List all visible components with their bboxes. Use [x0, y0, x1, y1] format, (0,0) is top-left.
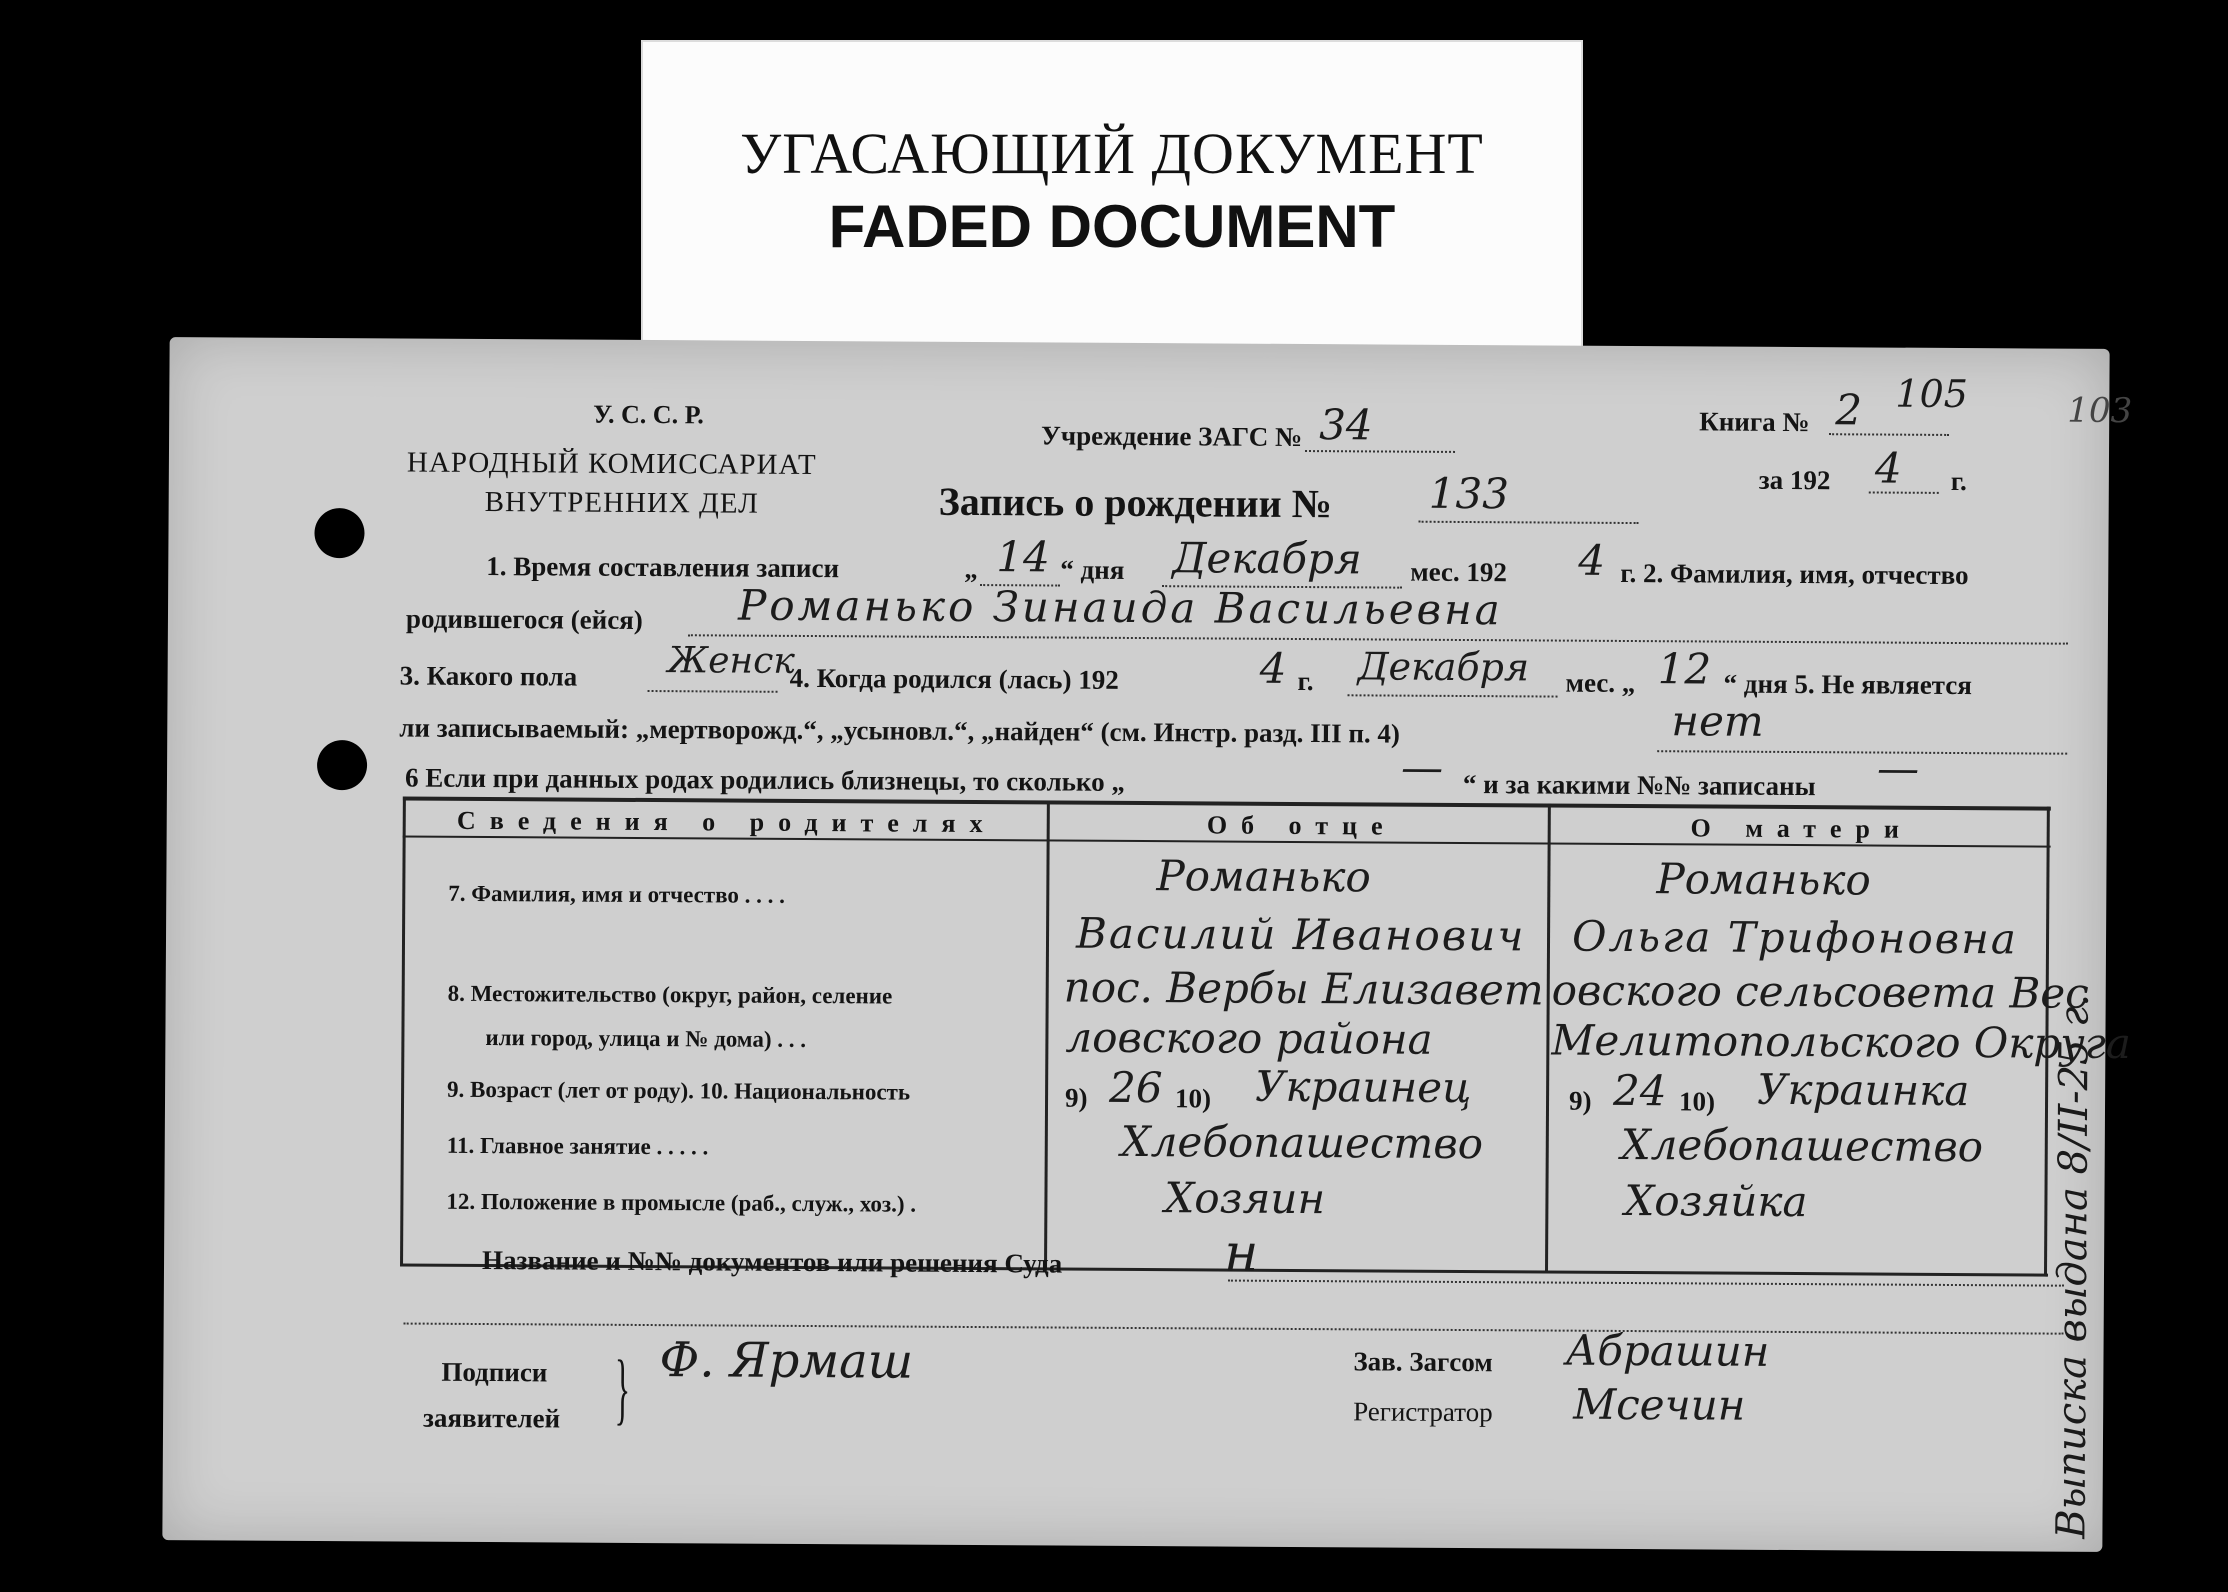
- field-2-label: родившегося (ейся): [405, 603, 643, 635]
- field-1-label: 1. Время составления записи: [486, 551, 840, 584]
- field-3-line: [648, 690, 778, 693]
- year-label: за 192: [1758, 464, 1831, 496]
- year-suffix: г.: [1950, 465, 1967, 497]
- head-signature: Абрашин: [1565, 1325, 1770, 1376]
- row-label-residence-2: или город, улица и № дома) . . .: [485, 1025, 807, 1052]
- field-5-label: ли записываемый: „мертворожд.“, „усыновл.“, „найден“ (см. Инстр. разд. III п. 4): [399, 712, 1401, 749]
- zags-number-line: [1305, 450, 1455, 453]
- twins-numbers: —: [1876, 743, 1920, 793]
- birth-record-card: [162, 337, 2133, 1552]
- label-russian: УГАСАЮЩИЙ ДОКУМЕНТ: [740, 121, 1484, 186]
- signatures-brace: }: [614, 1344, 631, 1433]
- field-4-suffix: “ дня 5. Не является: [1723, 668, 1973, 701]
- row-label-name: 7. Фамилия, имя и отчество . . . .: [448, 880, 785, 908]
- table-left-rule: [400, 797, 406, 1267]
- documents-line-2: [404, 1323, 2064, 1335]
- book-label: Книга №: [1699, 406, 1810, 438]
- book-number-line: [1829, 433, 1949, 436]
- table-header-mother: О матери: [1690, 813, 1913, 844]
- row-label-age-nationality: 9. Возраст (лет от роду). 10. Национальность: [447, 1076, 911, 1105]
- record-number: 133: [1428, 468, 1510, 519]
- table-divider-right: [1545, 804, 1551, 1274]
- mother-nationality-label: 10): [1678, 1086, 1716, 1117]
- mother-occupation: Хлебопашество: [1620, 1119, 1984, 1172]
- signatures-label-1: Подписи: [441, 1356, 548, 1388]
- applicant-signature: Ф. Ярмаш: [659, 1332, 914, 1390]
- father-name: Василий Иванович: [1075, 908, 1526, 961]
- mother-name: Ольга Трифоновна: [1571, 911, 2019, 964]
- ministry-line-2: ВНУТРЕННИХ ДЕЛ: [484, 486, 759, 520]
- mother-surname: Романько: [1656, 854, 1871, 905]
- book-number: 2: [1835, 385, 1863, 435]
- father-surname: Романько: [1156, 851, 1371, 902]
- twins-count: —: [1400, 742, 1444, 792]
- state-heading: У. С. С. Р.: [593, 399, 704, 430]
- father-age: 26: [1108, 1062, 1163, 1113]
- field-4-g: г.: [1297, 665, 1314, 697]
- mother-nationality: Украинка: [1756, 1064, 1970, 1116]
- year-line: [1869, 491, 1939, 493]
- punch-hole-top: [314, 508, 364, 558]
- documents-label: Название и №№ документов или решения Суда: [481, 1245, 1063, 1279]
- mother-position: Хозяйка: [1624, 1175, 1808, 1227]
- birth-month: Декабря: [1357, 644, 1530, 690]
- field-4-mes: мес. „: [1565, 667, 1636, 699]
- registrar-signature: Мсечин: [1573, 1379, 1746, 1430]
- father-nationality: Украинец: [1254, 1061, 1472, 1113]
- table-header-father: Об отце: [1206, 810, 1397, 841]
- documents-value: н: [1223, 1223, 1259, 1284]
- field-1-day: 14: [996, 532, 1050, 582]
- field-5-line: [1657, 750, 2067, 755]
- field-2-line: [688, 634, 2068, 644]
- father-nationality-label: 10): [1174, 1083, 1212, 1114]
- mother-residence-1: овского сельсовета Вес: [1551, 965, 2089, 1018]
- father-position: Хозяин: [1164, 1173, 1326, 1224]
- father-residence-1: пос. Вербы Елизавет: [1063, 962, 1544, 1015]
- punch-hole-bottom: [317, 740, 367, 790]
- field-1-month: Декабря: [1172, 533, 1362, 584]
- table-header-parents: Сведения о родителях: [456, 805, 997, 839]
- signatures-label-2: заявителей: [423, 1402, 561, 1434]
- registrar-label: Регистратор: [1353, 1396, 1493, 1428]
- side-note: Выписка выдана 8/II-25 г.: [2048, 993, 2098, 1539]
- field-6-label: 6 Если при данных родах родились близнецы, то сколько „: [404, 762, 1126, 797]
- faded-document-label: [641, 40, 1583, 380]
- father-age-label: 9): [1064, 1082, 1088, 1113]
- year-digit: 4: [1874, 443, 1902, 493]
- field-1-suffix: г. 2. Фамилия, имя, отчество: [1620, 557, 1969, 591]
- row-label-occupation: 11. Главное занятие . . . . .: [446, 1132, 709, 1160]
- row-label-residence: 8. Местожительство (округ, район, селение: [447, 980, 893, 1009]
- zags-number: 34: [1319, 400, 1373, 450]
- field-1-mid: мес. 192: [1410, 556, 1508, 588]
- field-4-label: 4. Когда родился (лась) 192: [789, 662, 1119, 695]
- field-1-day-word: “ дня: [1060, 554, 1125, 585]
- field-4-month-line: [1348, 694, 1558, 697]
- stillborn-answer: нет: [1671, 696, 1764, 746]
- corner-mark: 103: [2067, 390, 2133, 432]
- field-1-year-digit: 4: [1578, 535, 1606, 585]
- child-sex: Женск: [667, 640, 795, 682]
- field-3-label: 3. Какого пола: [399, 660, 578, 692]
- documents-line: [1228, 1280, 2064, 1287]
- zags-label: Учреждение ЗАГС №: [1041, 420, 1303, 453]
- field-4-year-digit: 4: [1259, 643, 1287, 693]
- record-number-line: [1419, 521, 1639, 524]
- mother-residence-2: Мелитопольского Округа: [1551, 1015, 2132, 1069]
- mother-age-label: 9): [1568, 1085, 1592, 1116]
- father-residence-2: ловского района: [1065, 1012, 1433, 1064]
- row-label-position: 12. Положение в промысле (раб., служ., хоз.) .: [446, 1188, 917, 1217]
- table-divider-left: [1044, 800, 1050, 1270]
- mother-age: 24: [1612, 1065, 1667, 1116]
- field-6-suffix: “ и за какими №№ записаны: [1462, 768, 1816, 802]
- record-title: Запись о рождении №: [938, 478, 1333, 527]
- father-occupation: Хлебопашество: [1120, 1116, 1484, 1169]
- child-full-name: Романько Зинаида Васильевна: [737, 580, 1503, 635]
- ministry-line-1: НАРОДНЫЙ КОМИССАРИАТ: [406, 446, 817, 482]
- book-extra-number: 105: [1895, 371, 1969, 417]
- head-label: Зав. Загсом: [1353, 1346, 1493, 1378]
- label-english: FADED DOCUMENT: [828, 193, 1396, 260]
- birth-day: 12: [1657, 644, 1712, 694]
- field-1-day-open: „: [964, 553, 978, 585]
